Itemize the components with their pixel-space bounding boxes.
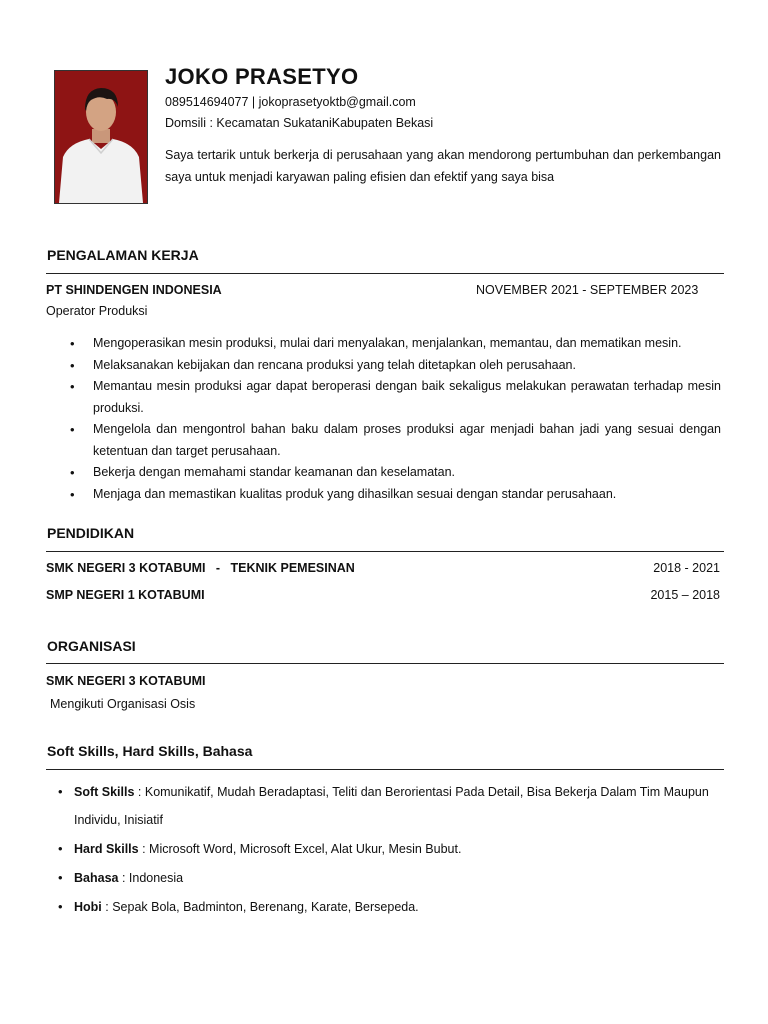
skill-label: Soft Skills bbox=[74, 785, 135, 799]
list-item: • Melaksanakan kebijakan dan rencana produksi yang telah ditetapkan oleh perusahaan. bbox=[70, 355, 721, 377]
skill-text: : Indonesia bbox=[118, 871, 184, 885]
section-title-skills: Soft Skills, Hard Skills, Bahasa bbox=[47, 743, 253, 759]
employment-period: NOVEMBER 2021 - SEPTEMBER 2023 bbox=[476, 283, 699, 297]
list-item: • Mengoperasikan mesin produksi, mulai dari menyalakan, menjalankan, memantau, dan mematikan mesin. bbox=[70, 333, 721, 355]
responsibility-list bbox=[70, 333, 721, 505]
skill-label: Hard Skills bbox=[74, 842, 139, 856]
section-divider bbox=[46, 663, 724, 664]
skill-label: Bahasa bbox=[74, 871, 119, 885]
skill-text: : Microsoft Word, Microsoft Excel, Alat Ukur, Mesin Bubut. bbox=[138, 842, 462, 856]
section-title-organization: ORGANISASI bbox=[47, 638, 136, 654]
list-item: • Bekerja dengan memahami standar keamanan dan keselamatan. bbox=[70, 462, 721, 484]
section-title-experience: PENGALAMAN KERJA bbox=[47, 247, 199, 263]
education-school: SMP NEGERI 1 KOTABUMI bbox=[46, 588, 205, 602]
skills-list bbox=[58, 778, 722, 922]
list-item bbox=[58, 835, 722, 863]
list-item: • Memantau mesin produksi agar dapat beroperasi dengan baik sekaligus melakukan perawatan terhadap mesin produksi. bbox=[70, 376, 721, 419]
section-divider bbox=[46, 273, 724, 274]
job-role: Operator Produksi bbox=[46, 304, 148, 318]
education-school: SMK NEGERI 3 KOTABUMI - TEKNIK PEMESINAN bbox=[46, 561, 355, 575]
organization-description: Mengikuti Organisasi Osis bbox=[50, 697, 196, 711]
section-title-education: PENDIDIKAN bbox=[47, 525, 135, 541]
profile-photo bbox=[54, 70, 148, 204]
profile-summary: Saya tertarik untuk berkerja di perusahaan yang akan mendorong pertumbuhan dan perkembangan saya untuk menjadi karyawan paling efisien dan efektif yang saya bisa bbox=[165, 148, 721, 184]
company-name: PT SHINDENGEN INDONESIA bbox=[46, 283, 222, 297]
list-item: • Mengelola dan mengontrol bahan baku dalam proses produksi agar menjadi bahan jadi yang sesuai dengan ketentuan dan target perusahaan. bbox=[70, 419, 721, 462]
list-item bbox=[58, 778, 722, 834]
skill-text: : Sepak Bola, Badminton, Berenang, Karate, Bersepeda. bbox=[101, 900, 419, 914]
section-divider bbox=[46, 551, 724, 552]
section-divider bbox=[46, 769, 724, 770]
list-item bbox=[58, 864, 722, 892]
domicile-info: Domsili : Kecamatan SukataniKabupaten Bekasi bbox=[165, 116, 434, 130]
education-years: 2015 – 2018 bbox=[650, 588, 720, 602]
organization-name: SMK NEGERI 3 KOTABUMI bbox=[46, 674, 206, 688]
education-years: 2018 - 2021 bbox=[653, 561, 720, 575]
skill-text: : Komunikatif, Mudah Beradaptasi, Teliti dan Berorientasi Pada Detail, Bisa Bekerja Dalam Tim Maupun Individu, Inisiatif bbox=[74, 785, 709, 827]
list-item: • Menjaga dan memastikan kualitas produk yang dihasilkan sesuai dengan standar perusahaan. bbox=[70, 484, 721, 506]
contact-info: 089514694077 | jokoprasetyoktb@gmail.com bbox=[165, 95, 416, 109]
list-item bbox=[58, 893, 722, 921]
person-portrait-icon bbox=[55, 71, 147, 203]
skill-label: Hobi bbox=[74, 900, 102, 914]
candidate-name: JOKO PRASETYO bbox=[165, 64, 359, 89]
